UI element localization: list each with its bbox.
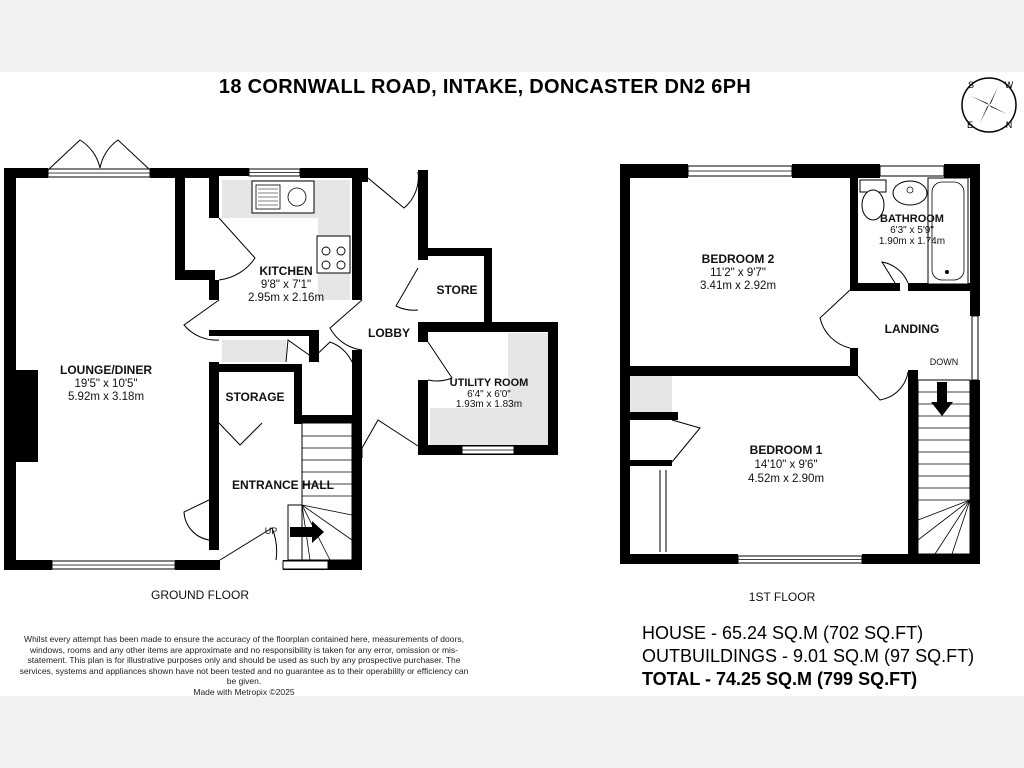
bathroom-imperial: 6'3" x 5'9" xyxy=(890,225,934,236)
ground-floor-plan xyxy=(4,140,558,570)
kitchen-metric: 2.95m x 2.16m xyxy=(247,292,325,304)
kitchen-name: KITCHEN xyxy=(259,264,313,278)
house-area: HOUSE - 65.24 SQ.M (702 SQ.FT) xyxy=(642,623,924,643)
storage-name: STORAGE xyxy=(225,390,285,404)
compass-letter-e: E xyxy=(966,120,974,130)
utility-imperial: 6'4" x 6'0" xyxy=(467,389,511,400)
entrance-hall-name: ENTRANCE HALL xyxy=(232,478,334,492)
compass-letter-w: W xyxy=(1004,80,1014,90)
lounge-imperial: 19'5" x 10'5" xyxy=(74,378,138,390)
bedroom2-imperial: 11'2" x 9'7" xyxy=(710,267,766,279)
compass-letter-s: S xyxy=(967,80,975,90)
utility-metric: 1.93m x 1.83m xyxy=(455,399,523,410)
bedroom1-name: BEDROOM 1 xyxy=(749,443,823,457)
store-name: STORE xyxy=(436,283,478,297)
bedroom1-metric: 4.52m x 2.90m xyxy=(747,473,825,485)
ground-floor-label: GROUND FLOOR xyxy=(150,588,250,602)
lounge-name: LOUNGE/DINER xyxy=(59,363,153,377)
stairs-up-label: UP xyxy=(264,526,278,536)
bedroom2-name: BEDROOM 2 xyxy=(701,252,775,266)
total-area: TOTAL - 74.25 SQ.M (799 SQ.FT) xyxy=(642,669,918,689)
bedroom2-metric: 3.41m x 2.92m xyxy=(699,280,777,292)
kitchen-imperial: 9'8" x 7'1" xyxy=(260,279,312,291)
bathroom-name: BATHROOM xyxy=(880,213,944,225)
utility-room-name: UTILITY ROOM xyxy=(449,377,529,389)
outbuildings-area: OUTBUILDINGS - 9.01 SQ.M (97 SQ.FT) xyxy=(642,646,975,666)
property-address-title: 18 CORNWALL ROAD, INTAKE, DONCASTER DN2 6PH xyxy=(218,76,752,98)
first-floor-label: 1ST FLOOR xyxy=(748,590,816,604)
area-summary xyxy=(642,622,1022,691)
landing-name: LANDING xyxy=(884,322,940,336)
disclaimer-text: Whilst every attempt has been made to ensure the accuracy of the floorplan contained here, measurements of doors, windows, rooms and any other items are approximate and no responsibility is taken for any error, omission or mis-statement. This plan is for illustrative purposes only and should be used as such by any prospective purchaser. The services, systems and appliances shown have not been tested and no guarantee as to their operability or efficiency can be given. xyxy=(19,634,469,686)
bedroom1-imperial: 14'10" x 9'6" xyxy=(754,459,818,471)
lobby-name: LOBBY xyxy=(368,326,410,340)
metropix-credit: Made with Metropix ©2025 xyxy=(193,686,295,697)
stairs-down-label: DOWN xyxy=(929,357,959,367)
bathroom-metric: 1.90m x 1.74m xyxy=(878,236,946,247)
compass-letter-n: N xyxy=(1005,120,1013,130)
disclaimer xyxy=(18,634,470,697)
lounge-metric: 5.92m x 3.18m xyxy=(67,391,145,403)
